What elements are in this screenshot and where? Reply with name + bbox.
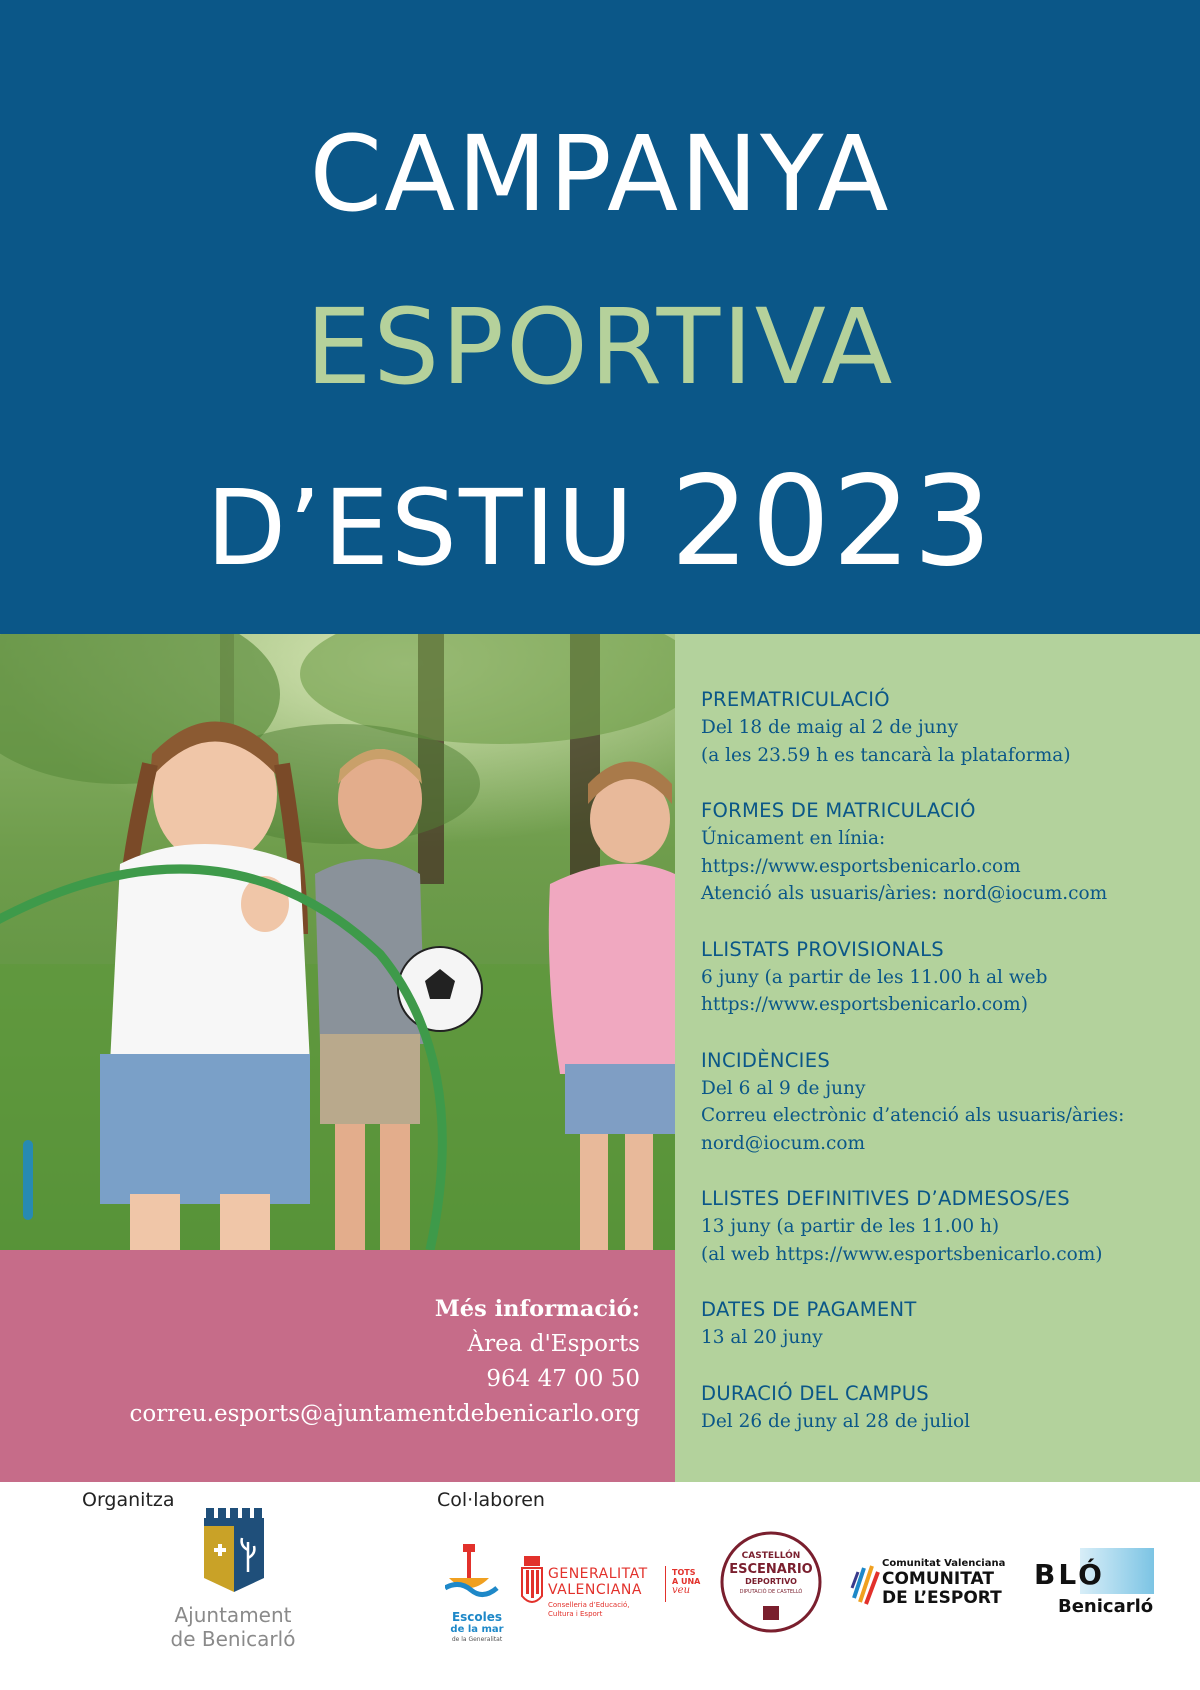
title-estiu-text: D’ESTIU bbox=[206, 467, 636, 589]
info-sections bbox=[701, 686, 1186, 1463]
info-section-line: 13 juny (a partir de les 11.00 h) bbox=[701, 1216, 1000, 1237]
escoles-logo-text bbox=[442, 1610, 512, 1644]
comunitat-stripes-icon bbox=[850, 1558, 880, 1608]
info-panel bbox=[675, 634, 1200, 1482]
contact-email[interactable]: correu.esports@ajuntamentdebenicarlo.org bbox=[129, 1401, 640, 1427]
info-section-link[interactable]: https://www.esportsbenicarlo.com) bbox=[701, 994, 1028, 1015]
title-line-campanya: CAMPANYA bbox=[309, 113, 891, 235]
contact-title: Més informació: bbox=[434, 1296, 640, 1322]
escoles-logo-icon bbox=[445, 1544, 505, 1604]
info-section-line: 6 juny (a partir de les 11.00 h al web bbox=[701, 966, 1048, 988]
info-section-title: LLISTATS PROVISIONALS bbox=[701, 937, 944, 961]
contact-phone[interactable]: 964 47 00 50 bbox=[486, 1366, 640, 1392]
info-section-title: INCIDÈNCIES bbox=[701, 1048, 830, 1072]
info-section-line: Correu electrònic d’atenció als usuaris/àries: bbox=[701, 1105, 1125, 1126]
info-section-title: PREMATRICULACIÓ bbox=[701, 688, 890, 711]
info-section-line: (a les 23.59 h es tancarà la plataforma) bbox=[701, 744, 1071, 766]
generalitat-shield-icon bbox=[520, 1556, 544, 1608]
info-section-title: DURACIÓ DEL CAMPUS bbox=[701, 1381, 929, 1405]
generalitat-divider bbox=[665, 1566, 666, 1602]
children-playing-image bbox=[0, 634, 675, 1250]
collaboren-label: Col·laboren bbox=[437, 1489, 545, 1511]
organizer-name-line2: de Benicarló bbox=[170, 1627, 296, 1651]
info-section-link[interactable]: (al web https://www.esportsbenicarlo.com) bbox=[701, 1243, 1103, 1265]
contact-area: Àrea d'Esports bbox=[467, 1331, 640, 1357]
organizer-name-line1: Ajuntament bbox=[174, 1603, 292, 1627]
info-section-line: Únicament en línia: bbox=[701, 828, 886, 849]
info-section-title: LLISTES DEFINITIVES D’ADMESOS/ES bbox=[701, 1187, 1070, 1210]
info-section-link[interactable]: https://www.esportsbenicarlo.com bbox=[701, 855, 1021, 877]
castellon-line2: ESCENARIO bbox=[729, 1562, 813, 1577]
comunitat-line3: DE L’ESPORT bbox=[882, 1588, 1002, 1608]
info-section-line: Del 26 de juny al 28 de juliol bbox=[701, 1410, 971, 1432]
info-section-title: FORMES DE MATRICULACIÓ bbox=[701, 799, 976, 822]
castellon-sub: DIPUTACIÓ DE CASTELLÓ bbox=[739, 1589, 803, 1595]
contact-panel bbox=[0, 1250, 675, 1482]
blo-mark: BLÓ bbox=[1034, 1558, 1105, 1591]
town-crest-icon bbox=[200, 1508, 266, 1594]
organizer-name bbox=[150, 1603, 316, 1651]
comunitat-line1: Comunitat Valenciana bbox=[882, 1558, 1006, 1569]
castellon-line3: DEPORTIVO bbox=[745, 1577, 797, 1586]
contact-details bbox=[130, 1292, 640, 1432]
castellon-line1: CASTELLÓN bbox=[741, 1551, 801, 1561]
escoles-line2: de la mar bbox=[450, 1624, 504, 1635]
info-section-pagament bbox=[701, 1296, 1186, 1352]
generalitat-line2: VALENCIANA bbox=[548, 1582, 642, 1598]
info-section-llistats bbox=[701, 936, 1186, 1019]
info-section-line: Atenció als usuaris/àries: nord@iocum.com bbox=[701, 883, 1108, 904]
comunitat-line2: COMUNITAT bbox=[882, 1569, 994, 1589]
info-section-email[interactable]: nord@iocum.com bbox=[701, 1132, 866, 1154]
escoles-line3: de la Generalitat bbox=[451, 1636, 503, 1643]
comunitat-logo-text bbox=[882, 1558, 1022, 1608]
info-section-line: Del 18 de maig al 2 de juny bbox=[701, 717, 959, 738]
title-line-estiu bbox=[0, 450, 1200, 594]
generalitat-sub1: Conselleria d’Educació, bbox=[548, 1601, 630, 1609]
blo-name: Benicarló bbox=[1058, 1596, 1154, 1617]
generalitat-tag bbox=[672, 1568, 712, 1595]
generalitat-sub2: Cultura i Esport bbox=[548, 1610, 603, 1618]
generalitat-line1: GENERALITAT bbox=[548, 1566, 648, 1582]
generalitat-tag2: A UNA bbox=[672, 1577, 701, 1586]
castellon-badge-text bbox=[719, 1551, 823, 1596]
info-section-duracio bbox=[701, 1380, 1186, 1436]
title-line-esportiva: ESPORTIVA bbox=[305, 286, 895, 408]
photo-credit-badge bbox=[22, 1140, 34, 1220]
organitza-label: Organitza bbox=[82, 1489, 175, 1511]
info-section-incidencies bbox=[701, 1047, 1186, 1158]
info-section-llistes-definitives bbox=[701, 1185, 1186, 1268]
escoles-line1: Escoles bbox=[451, 1610, 503, 1624]
generalitat-tag1: TOTS bbox=[672, 1568, 696, 1577]
title-year: 2023 bbox=[670, 450, 994, 594]
info-section-line: Del 6 al 9 de juny bbox=[701, 1077, 866, 1099]
generalitat-tag3: veu bbox=[672, 1585, 691, 1596]
info-section-prematriculacio bbox=[701, 686, 1186, 769]
info-section-title: DATES DE PAGAMENT bbox=[701, 1298, 917, 1321]
info-section-formes bbox=[701, 797, 1186, 908]
info-section-line: 13 al 20 juny bbox=[701, 1327, 823, 1348]
generalitat-logo-text bbox=[548, 1566, 658, 1619]
